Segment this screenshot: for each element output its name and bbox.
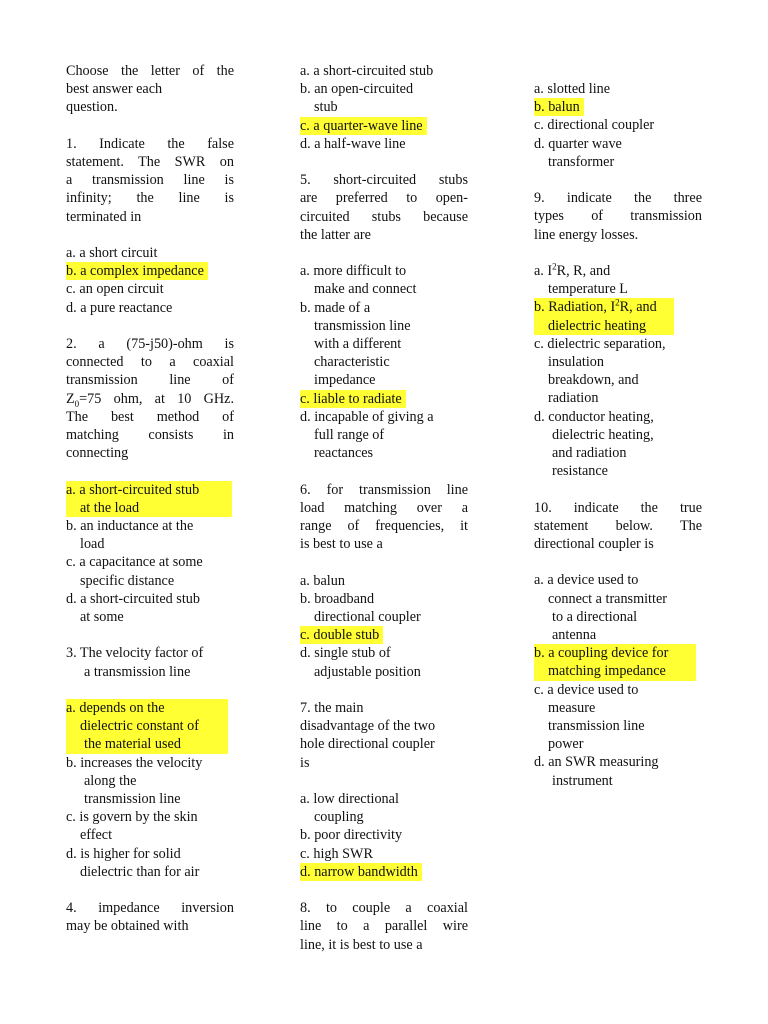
question-line: a transmission line xyxy=(84,663,191,680)
option-d-cont: instrument xyxy=(552,772,613,789)
option-a-cont: temperature L xyxy=(548,281,628,298)
question-line xyxy=(66,390,234,408)
question-4-options xyxy=(300,62,468,153)
option-d: d. single stub of xyxy=(300,645,391,662)
question-line: terminated in xyxy=(66,208,142,225)
option-line: a. a short-circuited stub xyxy=(66,481,200,498)
option-d-cont: resistance xyxy=(552,463,608,480)
question-line: 8. to couple a coaxial xyxy=(300,900,468,917)
z-subscript: 0 xyxy=(74,398,80,409)
option-d-cont: adjustable position xyxy=(314,663,421,680)
option-b-cont: impedance xyxy=(314,372,376,389)
option-c: c. an open circuit xyxy=(66,281,164,298)
option-line: b. a coupling device for xyxy=(534,645,669,662)
z-symbol: Z xyxy=(66,390,75,407)
option-c-cont: breakdown, and xyxy=(548,372,639,389)
question-line: The best method of xyxy=(66,408,234,425)
question-line: line to a parallel wire xyxy=(300,918,468,935)
column-2 xyxy=(300,62,468,972)
option-a-cont: to a directional xyxy=(552,608,638,625)
question-line: is xyxy=(300,754,310,771)
option-d-cont: dielectric than for air xyxy=(80,863,200,880)
question-line: 4. impedance inversion xyxy=(66,900,234,917)
question-3-options xyxy=(66,699,234,881)
question-line: may be obtained with xyxy=(66,918,189,935)
question-line: is best to use a xyxy=(300,536,383,553)
question-10-text xyxy=(534,499,702,554)
option-b-answer: b. balun xyxy=(534,98,584,116)
option-c-answer: c. a quarter-wave line xyxy=(300,117,427,135)
option-b-answer xyxy=(534,644,696,680)
option-c-answer: c. double stub xyxy=(300,626,383,644)
option-line: matching impedance xyxy=(548,663,666,680)
option-d: d. quarter wave xyxy=(534,135,622,152)
option-d: d. incapable of giving a xyxy=(300,408,434,425)
question-6-options xyxy=(300,572,468,681)
option-c-cont: effect xyxy=(80,827,113,844)
option-d: d. an SWR measuring xyxy=(534,754,659,771)
question-line: hole directional coupler xyxy=(300,736,435,753)
question-7-options xyxy=(300,790,468,881)
z-rest: =75 ohm, at 10 GHz. xyxy=(79,390,234,407)
option-a-text: a. I xyxy=(534,263,553,279)
question-line: 5. short-circuited stubs xyxy=(300,172,468,189)
option-b-text: R, and xyxy=(619,299,657,316)
question-line: the latter are xyxy=(300,226,371,243)
option-a: a. a short circuit xyxy=(66,245,158,261)
question-line: range of frequencies, it xyxy=(300,518,468,535)
question-1-options xyxy=(66,244,234,317)
question-9-options xyxy=(534,262,702,480)
option-a: a. more difficult to xyxy=(300,263,407,280)
option-b-answer xyxy=(534,298,674,334)
instructions-line: best answer each xyxy=(66,81,163,98)
option-b-cont: transmission line xyxy=(314,317,411,334)
question-8-options xyxy=(534,80,702,171)
option-a: a. a short-circuited stub xyxy=(300,63,434,79)
question-line: line energy losses. xyxy=(534,226,639,243)
question-9-text xyxy=(534,189,702,244)
option-b-cont: transmission line xyxy=(84,791,181,808)
column-1 xyxy=(66,62,234,954)
option-c: c. directional coupler xyxy=(534,117,655,134)
question-line: 2. a (75-j50)-ohm is xyxy=(66,336,234,352)
option-c: c. a capacitance at some xyxy=(66,554,203,571)
option-a: a. low directional xyxy=(300,791,399,808)
option-b-cont: load xyxy=(80,536,105,553)
question-line: circuited stubs because xyxy=(300,208,468,225)
instructions xyxy=(66,62,234,117)
question-10-options xyxy=(534,571,702,789)
superscript: 2 xyxy=(552,261,557,272)
question-line: transmission line of xyxy=(66,372,234,389)
question-2-options xyxy=(66,481,234,627)
column-3 xyxy=(534,80,702,808)
option-d-cont: and radiation xyxy=(552,445,627,462)
option-c-cont: power xyxy=(548,736,584,753)
option-a: a. balun xyxy=(300,572,345,589)
option-c-cont: specific distance xyxy=(80,572,175,589)
question-line: directional coupler is xyxy=(534,536,654,553)
question-line: load matching over a xyxy=(300,499,468,516)
option-a: a. slotted line xyxy=(534,81,611,97)
option-line: the material used xyxy=(84,736,181,753)
question-line: connecting xyxy=(66,445,129,462)
option-d-cont: transformer xyxy=(548,153,615,170)
question-7-text xyxy=(300,699,468,772)
option-c: c. dielectric separation, xyxy=(534,335,666,352)
question-line: 10. indicate the true xyxy=(534,499,702,516)
question-line: statement below. The xyxy=(534,517,702,534)
question-line: line, it is best to use a xyxy=(300,936,423,953)
option-c-cont: transmission line xyxy=(548,718,645,735)
option-d: d. a half-wave line xyxy=(300,135,406,152)
question-2-text xyxy=(66,335,234,462)
question-8-text xyxy=(300,899,468,954)
question-3-text xyxy=(66,644,234,680)
option-b-answer: b. a complex impedance xyxy=(66,262,208,280)
option-b-cont: stub xyxy=(314,99,338,116)
option-a-answer xyxy=(66,699,228,754)
option-b-text: b. Radiation, I xyxy=(534,299,616,316)
question-line: types of transmission xyxy=(534,208,702,225)
option-b: b. an inductance at the xyxy=(66,518,194,535)
option-c-cont: insulation xyxy=(548,354,604,371)
option-c: c. is govern by the skin xyxy=(66,809,198,826)
question-line: 3. The velocity factor of xyxy=(66,645,204,662)
question-line: 9. indicate the three xyxy=(534,190,702,207)
option-a-cont: coupling xyxy=(314,809,364,826)
option-d-cont: at some xyxy=(80,609,124,626)
option-c: c. a device used to xyxy=(534,681,639,698)
option-line: at the load xyxy=(80,499,140,516)
question-1-text xyxy=(66,135,234,226)
question-line: 7. the main xyxy=(300,700,364,717)
superscript: 2 xyxy=(615,297,620,308)
question-line: 1. Indicate the false xyxy=(66,135,234,152)
option-b: b. made of a xyxy=(300,299,371,316)
option-a-cont: antenna xyxy=(552,627,597,644)
option-c-answer: c. liable to radiate xyxy=(300,390,406,408)
option-a-text: R, R, and xyxy=(556,263,611,279)
option-b-cont: with a different xyxy=(314,336,402,353)
question-5-options xyxy=(300,262,468,462)
option-d: d. conductor heating, xyxy=(534,408,654,425)
option-a-cont: make and connect xyxy=(314,281,417,298)
option-d: d. is higher for solid xyxy=(66,845,181,862)
option-c: c. high SWR xyxy=(300,845,373,862)
question-line: infinity; the line is xyxy=(66,190,234,207)
question-line: 6. for transmission line xyxy=(300,481,468,498)
option-a: a. a device used to xyxy=(534,572,639,589)
question-line: statement. The SWR on xyxy=(66,154,234,170)
question-line: connected to a coaxial xyxy=(66,354,234,371)
option-d-cont: reactances xyxy=(314,445,374,462)
option-b-cont: characteristic xyxy=(314,354,390,371)
option-d: d. a short-circuited stub xyxy=(66,590,200,607)
option-b: b. broadband xyxy=(300,590,375,607)
option-a-cont: connect a transmitter xyxy=(548,590,667,607)
option-b: b. increases the velocity xyxy=(66,754,203,771)
option-b: b. an open-circuited xyxy=(300,81,414,98)
option-c-cont: radiation xyxy=(548,390,599,407)
option-line: a. depends on the xyxy=(66,700,165,717)
option-a-answer xyxy=(66,481,232,517)
option-a xyxy=(534,262,702,280)
option-b: b. poor directivity xyxy=(300,827,403,844)
question-line: matching consists in xyxy=(66,427,234,444)
option-b-cont: directional coupler xyxy=(314,609,421,626)
option-d-answer: d. narrow bandwidth xyxy=(300,863,422,881)
option-line xyxy=(534,298,674,316)
instructions-line: Choose the letter of the xyxy=(66,63,234,79)
option-d-cont: full range of xyxy=(314,427,385,444)
option-b-cont: along the xyxy=(84,772,137,789)
question-4-text xyxy=(66,899,234,935)
option-line: dielectric constant of xyxy=(80,718,199,735)
option-d: d. a pure reactance xyxy=(66,299,173,316)
instructions-line: question. xyxy=(66,99,118,116)
question-line: a transmission line is xyxy=(66,172,234,189)
option-c-cont: measure xyxy=(548,699,596,716)
question-5-text xyxy=(300,171,468,244)
question-line: disadvantage of the two xyxy=(300,718,436,735)
option-line: dielectric heating xyxy=(548,317,647,334)
question-line: are preferred to open- xyxy=(300,190,468,207)
option-d-cont: dielectric heating, xyxy=(552,426,654,443)
question-6-text xyxy=(300,481,468,554)
